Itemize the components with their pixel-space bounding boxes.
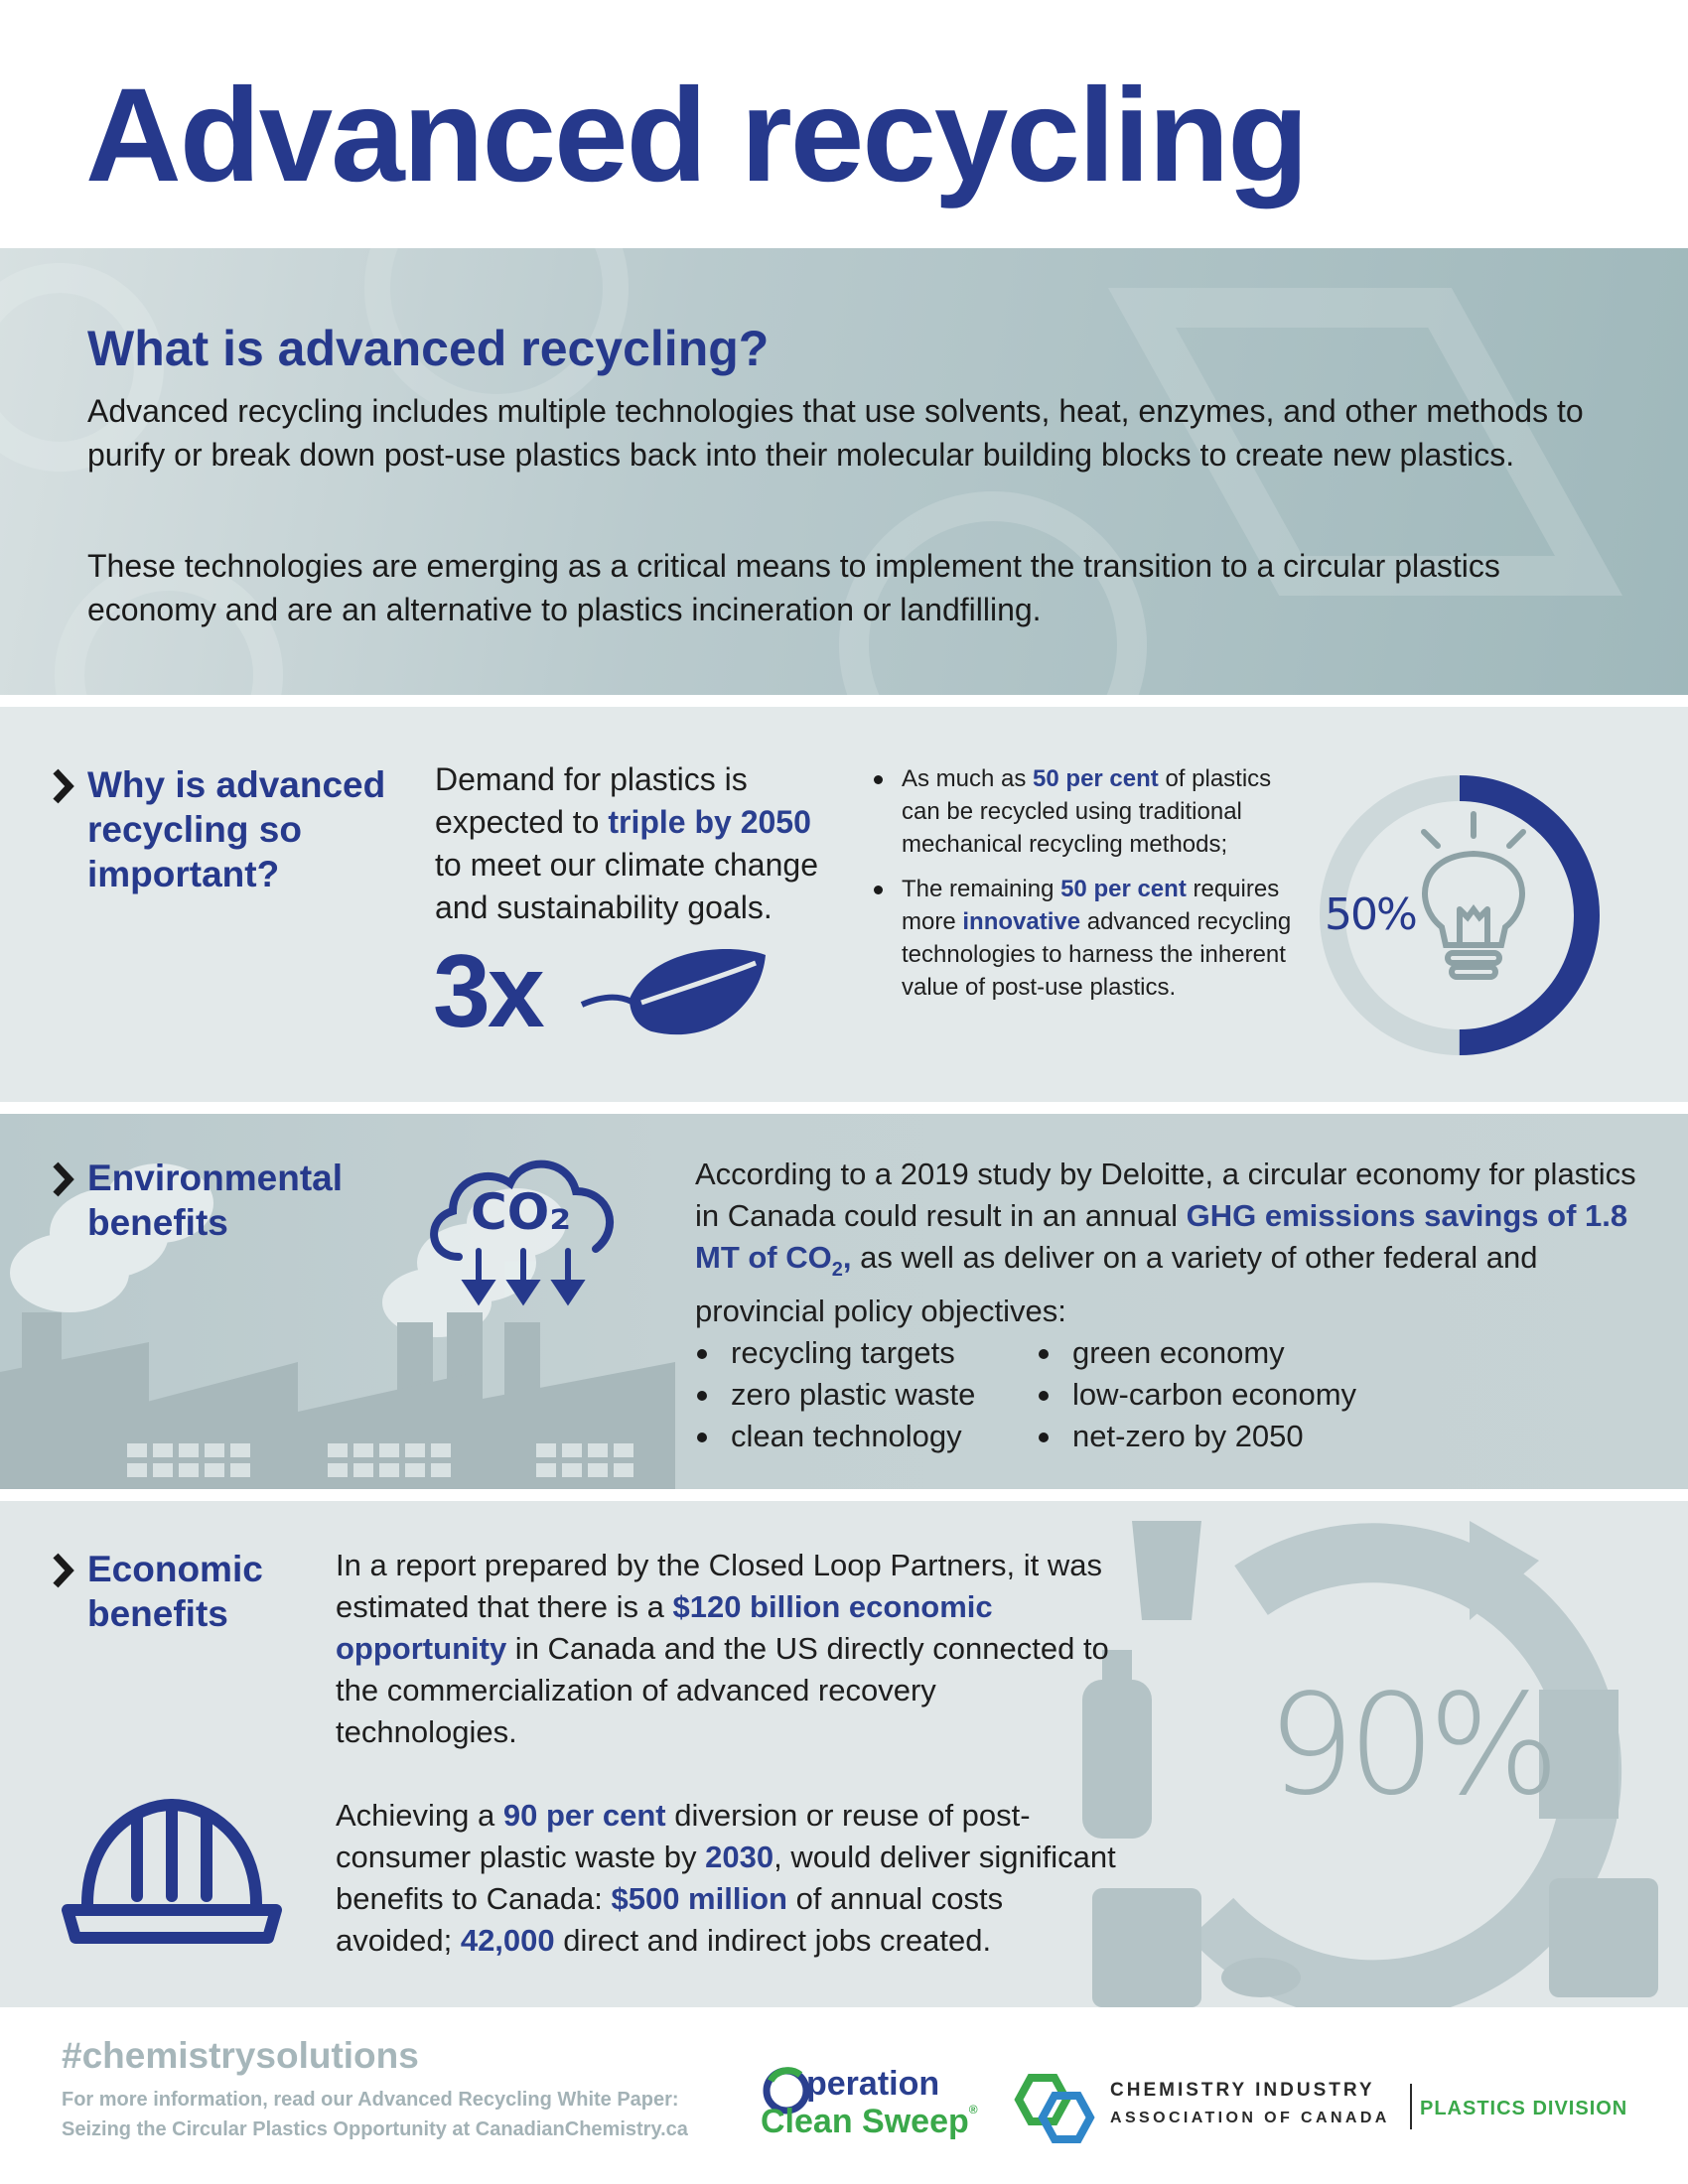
more-info-line-1: For more information, read our Advanced Recycling White Paper: <box>62 2089 679 2111</box>
environmental-heading-line-2: benefits <box>87 1202 228 1243</box>
more-info-line-2: Seizing the Circular Plastics Opportunity at CanadianChemistry.ca <box>62 2118 688 2140</box>
fifty-percent-gauge <box>1311 766 1609 1064</box>
operation-clean-sweep-logo <box>761 2065 979 2144</box>
what-is-paragraph-2: These technologies are emerging as a critical means to implement the transition to a circular plastics economy and are an alternative to plastics incineration or landfilling. <box>87 548 1500 627</box>
co2-cloud-icon <box>419 1150 628 1318</box>
what-is-paragraph-1: Advanced recycling includes multiple technologies that use solvents, heat, enzymes, and other methods to purify or break down post-use plastics back into their molecular building blocks to create new plastics. <box>87 393 1584 473</box>
env-text-pre: According to a 2019 study by Deloitte, a circular economy for plastics in Canada could result in an annual <box>695 1157 1636 1233</box>
objectives-list-left <box>695 1332 975 1457</box>
eco-p2-d: of annual costs avoided; <box>336 1881 1004 1958</box>
logo-divider <box>1410 2084 1412 2129</box>
what-is-heading: What is advanced recycling? <box>87 321 770 376</box>
why-section <box>0 707 1688 1102</box>
list-item <box>874 873 1311 1004</box>
list-item: net-zero by 2050 <box>1037 1416 1356 1457</box>
why-heading <box>87 762 385 896</box>
eco-p2-highlight-1: 90 per cent <box>502 1798 666 1833</box>
page-title: Advanced recycling <box>85 62 1308 209</box>
bullet-2-highlight-2: innovative <box>962 908 1081 935</box>
eco-p2-a: Achieving a <box>336 1798 503 1833</box>
list-item <box>874 762 1311 861</box>
demand-text-post: to meet our climate change and sustainability goals. <box>435 847 818 925</box>
eco-p1-post: in Canada and the US directly connected to the commercialization of advanced recovery technologies. <box>336 1631 1109 1749</box>
leaf-icon <box>572 937 771 1046</box>
cia-name-line-1: CHEMISTRY INDUSTRY <box>1110 2080 1375 2101</box>
env-highlight-subscript: 2 <box>831 1259 843 1281</box>
hashtag: #chemistrysolutions <box>62 2035 419 2076</box>
eco-p1-pre: In a report prepared by the Closed Loop Partners, it was estimated that there is a <box>336 1548 1102 1624</box>
plastics-division-label: PLASTICS DIVISION <box>1420 2098 1628 2119</box>
environmental-heading <box>87 1156 343 1245</box>
bullet-1-pre: As much as <box>902 765 1034 792</box>
chevron-right-icon <box>50 766 77 806</box>
why-heading-line-3: important? <box>87 854 280 894</box>
recycling-share-list <box>874 762 1311 1016</box>
hexagon-logo-icon <box>1011 2070 1100 2149</box>
cia-name-line-2: ASSOCIATION OF CANADA <box>1110 2110 1390 2126</box>
ocs-word-2-text: Clean Sweep <box>761 2103 969 2140</box>
gauge-label: 50% <box>1325 889 1416 940</box>
list-item: zero plastic waste <box>695 1374 975 1416</box>
env-text-post: as well as deliver on a variety of other federal and provincial policy objectives: <box>695 1240 1538 1328</box>
lightbulb-icon <box>1394 810 1553 989</box>
environmental-heading-line-1: Environmental <box>87 1158 343 1198</box>
list-item: low-carbon economy <box>1037 1374 1356 1416</box>
objectives-list-right <box>1037 1332 1356 1457</box>
environmental-text <box>695 1154 1648 1332</box>
bullet-1-post: of plastics can be recycled using traditional mechanical recycling methods; <box>902 765 1272 858</box>
eco-p2-highlight-4: 42,000 <box>460 1923 555 1958</box>
economic-section <box>0 1501 1688 2007</box>
env-highlight: GHG emissions savings of 1.8 MT of CO <box>695 1198 1628 1275</box>
eco-p2-b: diversion or reuse of post-consumer plastic waste by <box>336 1798 1031 1874</box>
hard-hat-icon <box>58 1785 286 1954</box>
cia-logo <box>1011 2070 1666 2149</box>
list-item: recycling targets <box>695 1332 975 1374</box>
more-info-text <box>62 2085 757 2144</box>
eco-p1-highlight: $120 billion economic opportunity <box>336 1589 993 1666</box>
demand-text-pre: Demand for plastics is expected to <box>435 761 748 840</box>
ocs-word-1: peration <box>806 2065 940 2103</box>
economic-heading-line-1: Economic <box>87 1549 263 1589</box>
triple-graphic <box>433 934 771 1056</box>
env-highlight-comma: , <box>842 1240 852 1275</box>
bullet-1-highlight: 50 per cent <box>1033 765 1159 792</box>
list-item: clean technology <box>695 1416 975 1457</box>
economic-heading <box>87 1547 263 1636</box>
demand-text <box>435 758 832 929</box>
environmental-section <box>0 1114 1688 1489</box>
bullet-2-pre: The remaining <box>902 876 1061 902</box>
economic-paragraph-2 <box>336 1795 1120 1962</box>
eco-p2-e: direct and indirect jobs created. <box>554 1923 992 1958</box>
multiplier-label: 3x <box>433 934 542 1049</box>
chevron-right-icon <box>50 1160 77 1199</box>
eco-p2-highlight-2: 2030 <box>705 1840 774 1874</box>
why-heading-line-1: Why is advanced <box>87 764 386 805</box>
why-heading-line-2: recycling so <box>87 809 302 850</box>
what-is-section <box>0 248 1688 695</box>
co2-label: CO₂ <box>471 1183 572 1241</box>
eco-p2-highlight-3: $500 million <box>611 1881 787 1916</box>
chevron-right-icon <box>50 1551 77 1590</box>
economic-paragraph-1 <box>336 1545 1120 1753</box>
list-item: green economy <box>1037 1332 1356 1374</box>
demand-highlight: triple by 2050 <box>608 804 811 840</box>
ocs-registered-mark: ® <box>968 2103 978 2116</box>
bullet-2-mid: requires more <box>902 876 1280 935</box>
eco-p2-c: , would deliver significant benefits to Canada: <box>336 1840 1116 1916</box>
economic-heading-line-2: benefits <box>87 1593 228 1634</box>
bullet-2-post: advanced recycling technologies to harness the inherent value of post-use plastics. <box>902 908 1292 1001</box>
ocs-word-2 <box>761 2103 978 2141</box>
ninety-percent-label: 90% <box>1267 1665 1553 1827</box>
bullet-2-highlight-1: 50 per cent <box>1060 876 1187 902</box>
